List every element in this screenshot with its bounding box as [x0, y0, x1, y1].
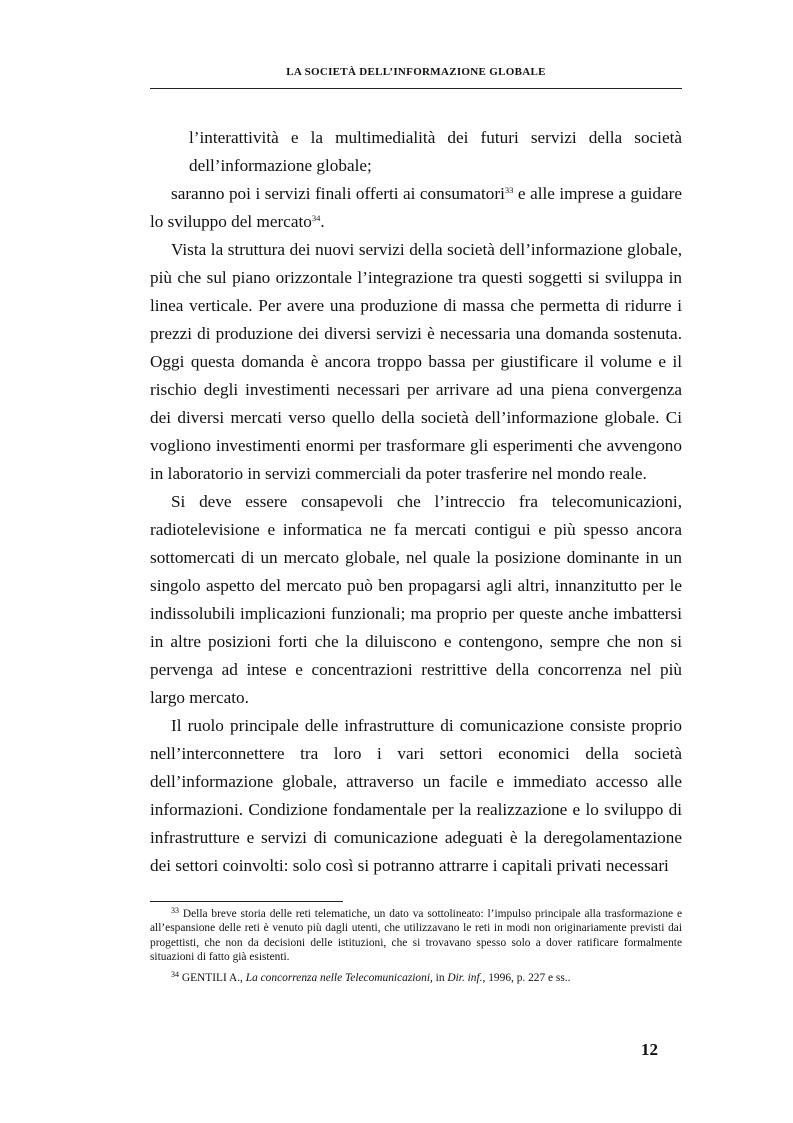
footnote-ref-34[interactable]: 34 — [311, 213, 321, 223]
paragraph-1-end: . — [320, 212, 325, 231]
footnote-33 — [150, 907, 682, 964]
paragraph-1-text: saranno poi i servizi finali offerti ai consumatori — [171, 184, 505, 203]
footnote-34 — [150, 971, 682, 985]
paragraph-4: Il ruolo principale delle infrastrutture di comunicazione consiste proprio nell’interconnettere tra loro i vari settori economici della società dell’informazione globale, attraverso un facile e immediato accesso alle informazioni. Condizione fondamentale per la realizzazione e lo sviluppo di infrastrutture e servizi di comunicazione adeguati è la deregolamentazione dei settori coinvolti: solo così si potranno attrarre i capitali privati necessari — [150, 716, 682, 875]
paragraph-3: Si deve essere consapevoli che l’intreccio fra telecomunicazioni, radiotelevisione e informatica ne fa mercati contigui e più spesso ancora sottomercati di un mercato globale, nel quale la posizione dominante in un singolo aspetto del mercato può ben propagarsi agli altri, innanzitutto per le indissolubili implicazioni funzionali; ma proprio per queste anche imbattersi in altre posizioni forti che la diluiscono e contengono, sempre che non si pervenga ad intese e concentrazioni restrittive della concorrenza nel più largo mercato. — [150, 492, 682, 707]
paragraph-1 — [150, 180, 682, 236]
footnote-divider — [150, 901, 343, 902]
footnote-33-number: 33 — [171, 906, 179, 915]
footnote-34-number: 34 — [171, 970, 179, 980]
footnote-34-journal: Dir. inf. — [447, 972, 483, 985]
footnotes — [150, 907, 682, 992]
footnote-ref-33[interactable]: 33 — [504, 185, 514, 195]
footnote-34-author: GENTILI A., — [179, 972, 246, 985]
footnote-33-text: Della breve storia delle reti telematiche, un dato va sottolineato: l’impulso principale alla trasformazione e all’espansione delle reti è venuto più dagli utenti, che utilizzavano le reti in modi non originariamente previsti dai progettisti, che non da decisioni delle istituzioni, che si trovavano spesso solo a dover ratificare formalmente situazioni di fatto già esistenti. — [150, 908, 682, 963]
list-item-continuation: l’interattività e la multimedialità dei futuri servizi della società dell’informazione globale; — [189, 128, 682, 175]
footnote-34-mid: , in — [429, 972, 448, 985]
page-number: 12 — [641, 1040, 658, 1059]
running-header: LA SOCIETÀ DELL’INFORMAZIONE GLOBALE — [286, 66, 546, 78]
footnote-34-title: La concorrenza nelle Telecomunicazioni — [245, 972, 430, 985]
paragraph-2: Vista la struttura dei nuovi servizi della società dell’informazione globale, più che sul piano orizzontale l’integrazione tra questi soggetti si sviluppa in linea verticale. Per avere una produzione di massa che permetta di ridurre i prezzi di produzione dei diversi servizi è necessaria una domanda sostenuta. Oggi questa domanda è ancora troppo bassa per giustificare il volume e il rischio degli investimenti necessari per arrivare ad una piena convergenza dei diversi mercati verso quello della società dell’informazione globale. Ci vogliono investimenti enormi per trasformare gli esperimenti che avvengono in laboratorio in servizi commerciali da poter trasferire nel mondo reale. — [150, 240, 682, 483]
header-divider — [150, 88, 682, 89]
body-text — [150, 124, 682, 880]
footnote-34-end: , 1996, p. 227 e ss.. — [482, 972, 571, 985]
paragraph-1-text-2: e alle imprese a guidare lo sviluppo del mercato — [150, 184, 683, 231]
